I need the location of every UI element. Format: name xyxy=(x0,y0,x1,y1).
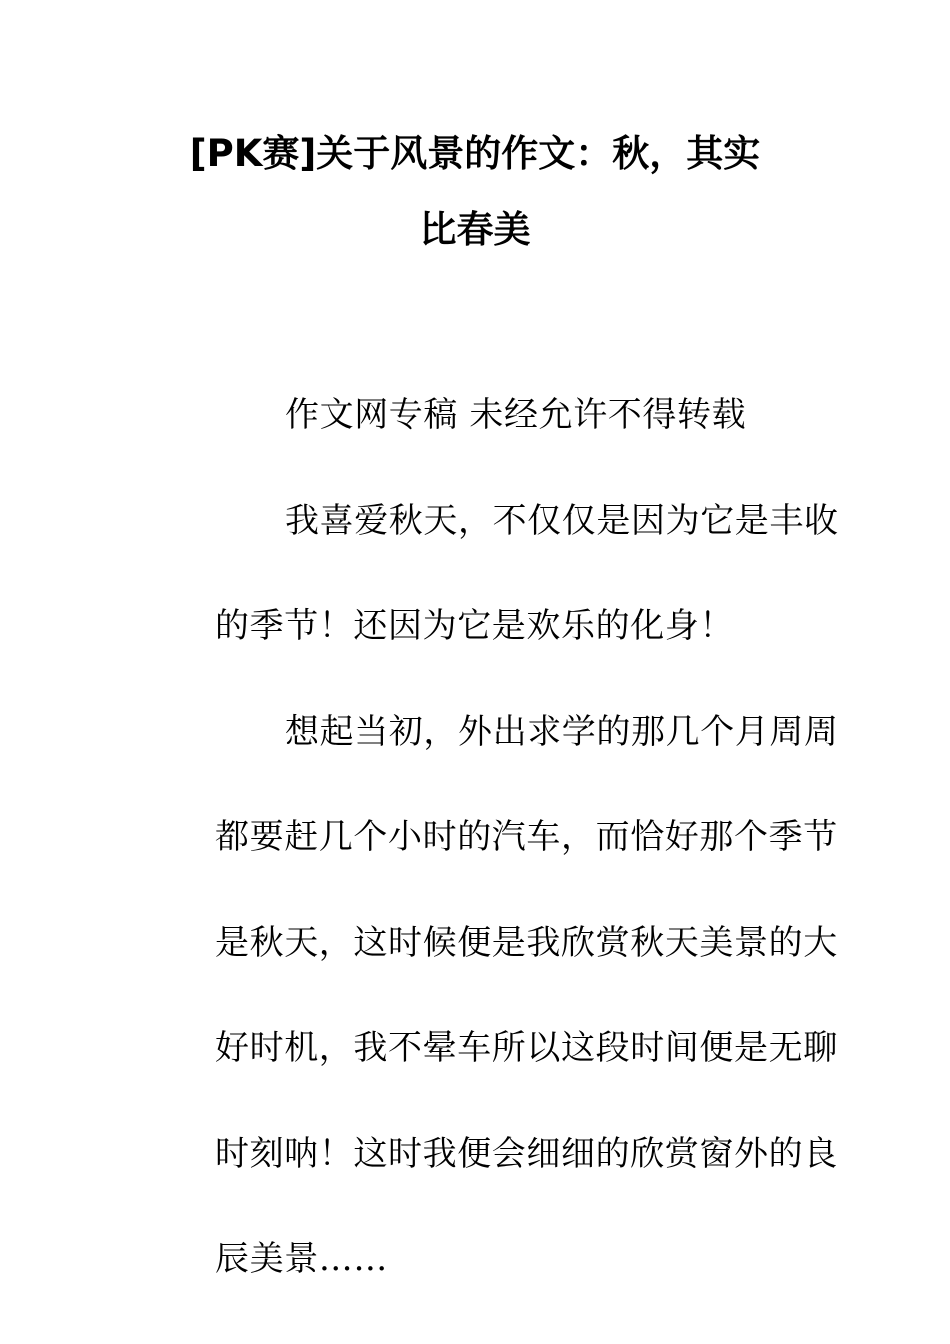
text-line: 的季节！还因为它是欢乐的化身！ xyxy=(215,606,734,646)
paragraph-copyright-notice xyxy=(145,363,785,469)
document-body xyxy=(145,363,839,1313)
text-line: 辰美景…… xyxy=(215,1239,388,1279)
text-line: 时刻呐！这时我便会细细的欣赏窗外的良 xyxy=(215,1133,838,1174)
text-line: 想起当初，外出求学的那几个月周周 xyxy=(285,711,839,752)
text-line: 都要赶几个小时的汽车，而恰好那个季节 xyxy=(215,817,838,857)
title-line-1: [PK赛]关于风景的作文：秋，其实 xyxy=(189,132,761,175)
text-line: 好时机，我不晕车所以这段时间便是无聊 xyxy=(215,1028,838,1068)
paragraph-intro xyxy=(145,469,839,680)
text-line: 作文网专稿 未经允许不得转载 xyxy=(285,395,747,435)
document-title xyxy=(140,116,810,268)
text-line: 是秋天，这时候便是我欣赏秋天美景的大 xyxy=(215,922,838,963)
text-line: 我喜爱秋天，不仅仅是因为它是丰收 xyxy=(285,500,839,541)
paragraph-memory xyxy=(145,680,839,1313)
title-line-2: 比春美 xyxy=(419,208,531,251)
